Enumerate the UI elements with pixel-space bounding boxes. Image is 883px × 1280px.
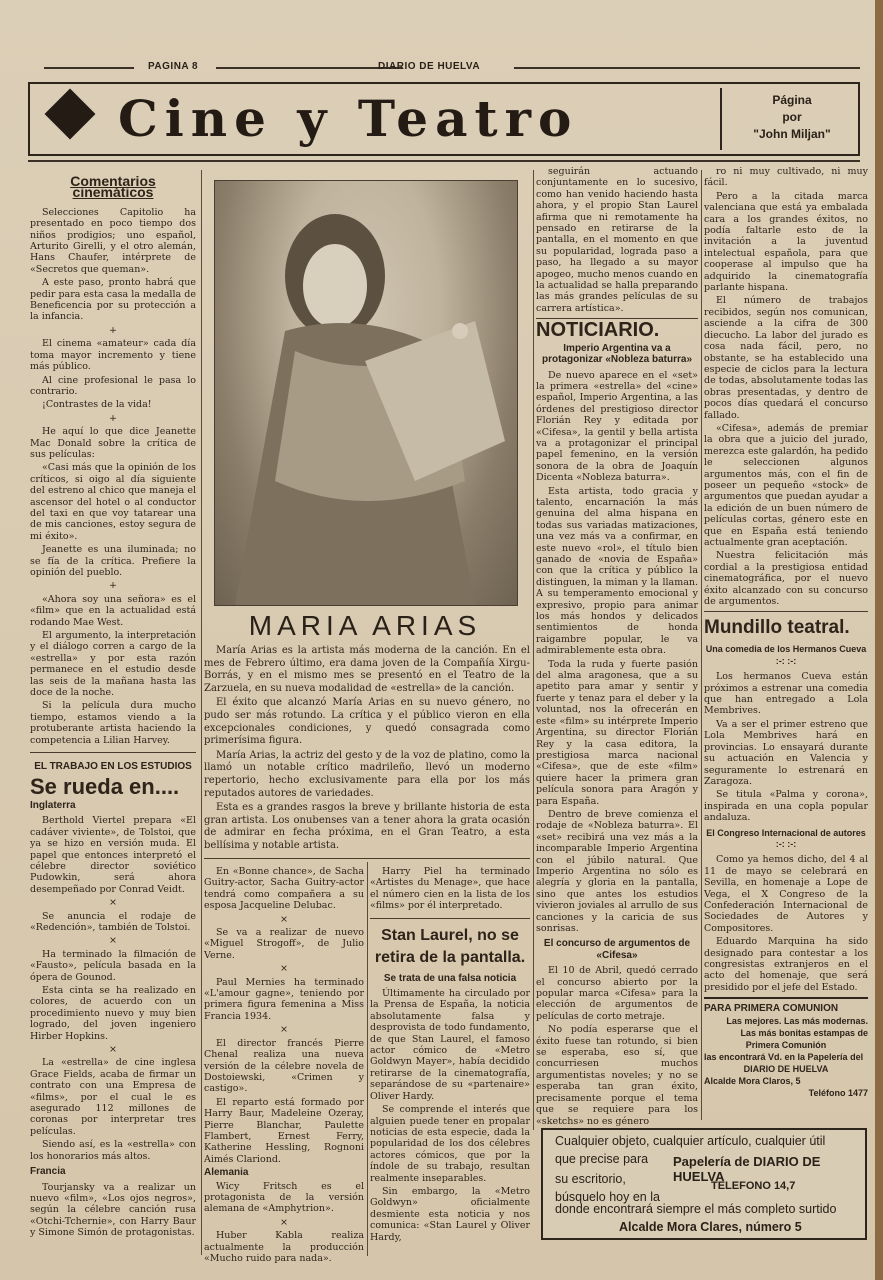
page-edge	[875, 0, 883, 1280]
section-header	[28, 82, 860, 156]
article-title: Mundillo teatral.	[704, 617, 850, 639]
article-title: NOTICIARIO.	[536, 319, 660, 342]
section-byline: Página por "John Miljan"	[753, 93, 831, 141]
ad-comunion: PARA PRIMERA COMUNION Las mejores. Las más modernas. Las más bonitas estampas de Primera Comunión las encontrará Vd. en la Papelería del DIARIO DE HUELVA Alcalde Mora Claros, 5 Teléfono 1477	[704, 1003, 868, 1099]
column-mundillo: ro ni muy cultivado, ni muy fácil. Pero a la citada marca valenciana que está ya embalada cara a los grandes éxitos, no podía faltarle esto de la invitación a la juventud intelectual española, para que cooperase al impulso que ha adquirido la cinematografía parlante hispana. El número de trabajos recibidos, según nos comunican, asciende a la cifra de 300 diecucho. La labor del jurado es cosa nada fácil, pero, no obstante, se ha establecido una especie de ciclos para la lectura de todas, absolutamente todas las obras presentadas, y dentro de pocos días quedará el concurso fallado. «Cifesa», además de premiar la obra que a juicio del jurado, merezca este galardón, ha pedido le seleccionen algunos argumentos más, con el fin de poseer un pequeño «stock» de argumentos que puedan ayudar a la edición de un buen número de películas cortas, género este en que en España está teniendo actualmente gran aceptación. Nuestra felicitación más cordial a la prestigiosa entidad cinematográfica, por el nuevo éxito alcanzado con su concurso de argumentos. Mundillo teatral. Una comedia de los Hermanos Cueva :-: :-: Los hermanos Cueva están próximos a estrenar una comedia que han entregado a Lola Membrives. Va a ser el primer estreno que Lola Membrives hará en provincias. Lo ensayará durante su actuación en Valencia y seguramente lo estrenará en Zaragoza. Se titula «Palma y corona», inspirada en una copla popular andaluza. El Congreso Internacional de autores :-: :-: Como ya hemos dicho, del 4 al 11 de mayo se celebrará en Sevilla, en homenaje a Lope de Vega, el X Congreso de la Confederación Internacional de Sociedades de Autores y Compositores. Eduardo Marquina ha sido designado para contestar a los congresistas extranjeros en el acto del homenaje, que será presidido por el jefe del Estado. PARA PRIMERA COMUNION Las mejores. Las más modernas. Las más bonitas estampas de Primera Comunión las encontrará Vd. en la Papelería del DIARIO DE HUELVA Alcalde Mora Claros, 5 Teléfono 1477	[704, 166, 868, 1099]
column-comentarios: Comentarios cinemáticos Selecciones Capitolio ha presentado en poco tiempo dos niños prodigios; uno español, Arturito Girelli, y el otro alemán, Hans Chaufer, intérprete de «Secretos que queman». A este paso, pronto habrá que pedir para esta casa la medalla de Beneficencia por su protección a la infancia. + El cinema «amateur» cada día toma mayor incremento y tiene más público. Al cine profesional le pasa lo contrario. ¡Contrastes de la vida! + He aquí lo que dice Jeanette Mac Donald sobre la crítica de sus películas: «Casi más que la opinión de los críticos, si oigo al día siguiente del estreno al chico que maneja el ascensor del hotel o al conductor del taxi en que voy tatarear una de mis canciones, estoy segura de mi éxito». Jeanette es una iluminada; no se fía de la crítica. Prefiere la opinión del pueblo. + «Ahora soy una señora» es el «film» que en la actualidad está rodando Mae West. El argumento, la interpretación y el diálogo corren a cargo de la «estrella» y por esta razón permanece en el estudio desde las seis de la mañana hasta las doce de la noche. Si la película dura mucho tiempo, estamos viendo a la protuberante artista haciendo la competencia a Lilian Harvey. EL TRABAJO EN LOS ESTUDIOS Se rueda en.... Inglaterra Berthold Viertel prepara «El cadáver viviente», de Tolstoi, que ya se hizo en versión muda. El papel que entonces interpretó el célebre director soviético Pudowkin, será ahora desempeñado por Conrad Veidt. × Se anuncia el rodaje de «Redención», también de Tolstoi. × Ha terminado la filmación de «Fausto», película basada en la ópera de Gounod. Esta cinta se ha realizado en colores, de acuerdo con un procedimiento nuevo y muy bien logrado, del joven ingeniero Hirber Hopkins. × La «estrella» de cine inglesa Grace Fields, acaba de firmar un contrato con una Empresa de «films», por el cual le es asegurado 112 millones de coronas por interpretar tres películas. Siendo así, es la «estrella» con los honorarios más altos. Francia Tourjansky va a realizar un nuevo «film», «Los ojos negros», según la célebre canción rusa «Otchi-Tchernie», con Harry Baur y Simone Simón de protagonistas.	[30, 173, 196, 1239]
subheading: Inglaterra	[30, 799, 76, 811]
subheading: Alemania	[204, 1167, 249, 1179]
page-header-bar	[44, 60, 860, 76]
subheading: Francia	[30, 1166, 66, 1178]
newspaper-name: DIARIO DE HUELVA	[378, 61, 481, 72]
photo-caption: MARIA ARIAS	[248, 610, 482, 641]
ad-brand: Papelería de DIARIO DE HUELVA	[673, 1154, 821, 1184]
maria-arias-photo	[214, 180, 518, 606]
diamond-icon	[45, 89, 96, 140]
section-heading: EL TRABAJO EN LOS ESTUDIOS	[34, 761, 192, 773]
article-title: Stan Laurel, no se retira de la pantalla.	[374, 926, 526, 966]
column-stan-laurel: Harry Piel ha terminado «Artistes du Menage», que hace el número cien en la lista de los «films» por él interpretado. Stan Laurel, no se retira de la pantalla. Se trata de una falsa noticia Últimamente ha circulado por la Prensa de España, la noticia absolutamente falsa y desprovista de todo fundamento, de que Stan Laurel, el famoso actor cómico de «Metro Goldwyn Mayer», había decidido retirarse de la cinematografía, separándose de su «partenaire» Oliver Hardy. Se comprende el interés que alguien puede tener en propalar noticias de esta especie, dada la popularidad de los dos célebres actores cómicos, que por la índole de su trabajo, resultan realmente inseparables. Sin embargo, la «Metro Goldwyn» oficialmente desmiente esta noticia y nos comunica: «Stan Laurel y Oliver Hardy,	[370, 866, 530, 1243]
section-title: Se rueda en....	[30, 773, 180, 799]
column-francia: En «Bonne chance», de Sacha Guitry-actor, Sacha Guitry-actor tendrá como compañera a su esposa Jacqueline Delubac. × Se va a realizar de nuevo «Miguel Strogoff», de Julio Verne. × Paul Mernies ha terminado «L'amour gagne», teniendo por primera figura femenina a Miss Francia 1934. × El director francés Pierre Chenal realiza una nueva versión de la célebre novela de Dostoiewski, «Crimen y castigo». El reparto está formado por Harry Baur, Madeleine Ozeray, Pierre Blanchar, Paulette Flambert, Ernest Ferry, Katherine Hessling, Rognoni Aimés Clariond. Alemania Wicy Fritsch es el protagonista de la versión alemana de «Amphytrion». × Huber Kabla realiza actualmente la producción «Mucho ruido para nada».	[204, 866, 364, 1264]
subheading: Imperio Argentina va a protagonizar «Nobleza baturra»	[541, 342, 693, 366]
subheading: Se trata de una falsa noticia	[383, 972, 517, 984]
column-noticiario: seguirán actuando conjuntamente en lo sucesivo, como han venido haciendo hasta ahora, y el propio Stan Laurel afirma que ni remotamente ha pensado en retirarse de la pantalla, en el momento en que su popularidad, lograda paso a paso, ha llegado a su mayor apogeo, mucho menos cuando en la actualidad se halla preparando las más grandes películas de su carrera artística». NOTICIARIO. Imperio Argentina va a protagonizar «Nobleza baturra» De nuevo aparece en el «set» la primera «estrella» del «cine» español, Imperio Argentina, a las órdenes del prestigioso director Florián Rey y editada por «Cifesa», la gentil y bella artista va a protagonizar el principal papel femenino, en la versión sonora de la obra de Joaquín Dicenta «Nobleza baturra». Esta artista, todo gracia y talento, encarnación la más genuina del alma hispana en todas sus variadas matizaciones, una vez más va a confirmar, en este nuevo «rol», el título bien ganado de «novia de España» con que la crítica y público la distinguen, la miman y la llaman. A su temperamento emocional y expresivo, propio para animar los más hondos y delicados sentimientos de honda raigambre popular, le va admirablemente esta obra. Toda la ruda y fuerte pasión del alma aragonesa, que a su apetito para amar y sentir y fuerte y tenaz para el deber y la voluntad, nos la ofrecerán en este «film» su intérprete Imperio Argentina, su director Florián Rey y la casa editora, la prestigiosa marca nacional «Cifesa», que de este «film» quiere hacer la primera gran película sonora para Aragón y para España. Dentro de breve comienza el rodaje de «Nobleza baturra». El «set» recibirá una vez más a la incomparable Imperio Argentina con el júbilo natural. Que Imperio Argentina no sólo es alegría y gloria en la pantalla, sino que antes los estudios vivieron joviales al arrullo de sus canciones y la caricia de sus sonrisas. El concurso de argumentos de «Cifesa» El 10 de Abril, quedó cerrado el concurso abierto por la popular marca «Cifesa» para la elección de argumentos de películas de corto metraje. No podía esperarse que el éxito fuese tan rotundo, si bien se esperaba, eso sí, que concurriesen muchos argumentistas noveles; y no se esperaba tan gran éxito, precisamente porque el tema que se requiere para los «sketchs» no es género	[536, 166, 698, 1127]
subheading: Una comedia de los Hermanos Cueva :-: :-:	[705, 644, 867, 666]
section-title: Cine y Teatro	[118, 89, 579, 148]
article-title: Comentarios cinemáticos	[70, 173, 156, 201]
ad-papeleria: Cualquier objeto, cualquier artículo, cualquier útil que precise para su escritorio, búsquelo hoy en la Papelería de DIARIO DE HUELVA TELEFONO 14,7 donde encontrará siempre el más completo surtido Alcalde Mora Clares, número 5	[541, 1128, 867, 1240]
subheading: El concurso de argumentos de «Cifesa»	[543, 938, 691, 961]
page-number: PAGINA 8	[148, 61, 199, 72]
article-maria-arias: María Arias es la artista más moderna de la canción. En el mes de Febrero último, era dama joven de la Compañía Xirgu-Borrás, y en el mismo mes se presentó en el Teatro de la Zarzuela, en su nueva modalidad de «estrella» de la canción. El éxito que alcanzó María Arias en su nuevo género, no pudo ser más rotundo. La crítica y el público vieron en ella excepcionales condiciones, y quedó consagrada como primerísima figura. María Arias, la actriz del gesto y de la voz de platino, como la llamó un notable crítico madrileño, llevó un moderno repertorio, hecho exclusivamente para ella por los más reputados autores de variedades. Esta es a grandes rasgos la breve y brillante historia de esta gran artista. Los onubenses van a tener ahora la grata ocasión de admirar en fecha próxima, en el Gran Teatro, a esta bellísima y notable artista.	[204, 645, 530, 851]
subheading: El Congreso Internacional de autores :-: :-:	[706, 827, 866, 849]
